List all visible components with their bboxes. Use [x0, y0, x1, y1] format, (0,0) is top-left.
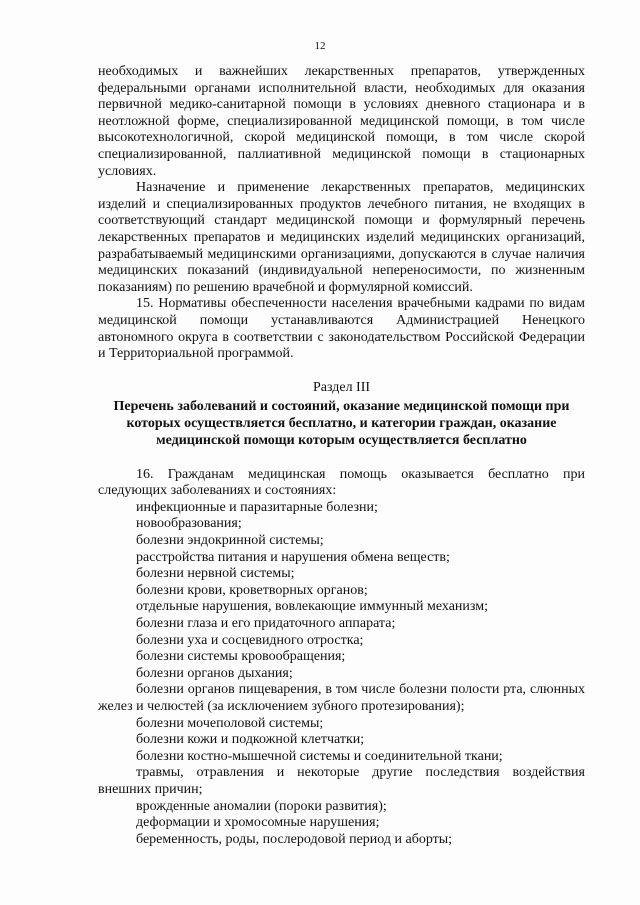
list-item: болезни эндокринной системы;	[136, 533, 324, 549]
list-item: деформации и хромосомные нарушения;	[136, 815, 380, 831]
section-title: Перечень заболеваний и состояний, оказание медицинской помощи при которых осуществляется бесплатно, и категории граждан, оказание медицинской помощи которым осуществляется бесплатно	[113, 398, 570, 448]
list-item: болезни кожи и подкожной клетчатки;	[136, 732, 365, 748]
paragraph-prescription: Назначение и применение лекарственных препаратов, медицинских изделий и специализированных продуктов лечебного питания, не входящих в соответствующий стандарт медицинской помощи и формулярный перечень лекарственных препаратов и медицинских изделий медицинских организаций, разрабатываемый медицинскими организациями, допускаются в случае наличия медицинских показаний (индивидуальной непереносимости, по жизненным показаниям) по решению врачебной и формулярной комиссий.	[98, 180, 585, 295]
disease-list	[98, 500, 585, 848]
list-item: болезни уха и сосцевидного отростка;	[136, 632, 364, 648]
list-item: болезни глаза и его придаточного аппарата;	[136, 616, 396, 632]
list-item: болезни мочеполовой системы;	[136, 715, 324, 731]
list-intro: 16. Гражданам медицинская помощь оказывается бесплатно при следующих заболеваниях и состояниях:	[98, 466, 585, 499]
list-item: болезни системы кровообращения;	[136, 649, 346, 665]
page-number: 12	[314, 40, 326, 52]
document-body	[98, 64, 585, 848]
paragraph-staffing-norms: 15. Нормативы обеспеченности населения врачебными кадрами по видам медицинской помощи устанавливаются Администрацией Ненецкого автономного округа в соответствии с законодательством Российской Федерации и Территориальной программой.	[98, 296, 585, 362]
list-item: болезни крови, кроветворных органов;	[136, 582, 368, 598]
list-item: беременность, роды, послеродовой период и аборты;	[136, 831, 453, 847]
list-item: болезни нервной системы;	[136, 566, 295, 582]
paragraph-continued: необходимых и важнейших лекарственных препаратов, утвержденных федеральными органами исполнительной власти, необходимых для оказания первичной медико-санитарной помощи в условиях дневного стационара и в неотложной форме, специализированной медицинской помощи, в том числе высокотехнологичной, скорой медицинской помощи, в том числе скорой специализированной, паллиативной медицинской помощи в стационарных условиях.	[98, 64, 585, 179]
list-item: отдельные нарушения, вовлекающие иммунный механизм;	[136, 599, 488, 615]
list-item: врожденные аномалии (пороки развития);	[136, 798, 387, 814]
list-item: болезни органов дыхания;	[136, 665, 293, 681]
list-item: болезни костно-мышечной системы и соединительной ткани;	[136, 748, 503, 764]
list-item: болезни органов пищеварения, в том числе болезни полости рта, слюнных желез и челюстей (за исключением зубного протезирования);	[98, 682, 585, 714]
list-item: новообразования;	[136, 516, 242, 532]
section-heading	[98, 379, 585, 449]
list-item: инфекционные и паразитарные болезни;	[136, 499, 378, 515]
list-item: травмы, отравления и некоторые другие последствия воздействия внешних причин;	[98, 765, 585, 797]
section-label: Раздел III	[312, 379, 371, 395]
list-item: расстройства питания и нарушения обмена веществ;	[136, 549, 450, 565]
